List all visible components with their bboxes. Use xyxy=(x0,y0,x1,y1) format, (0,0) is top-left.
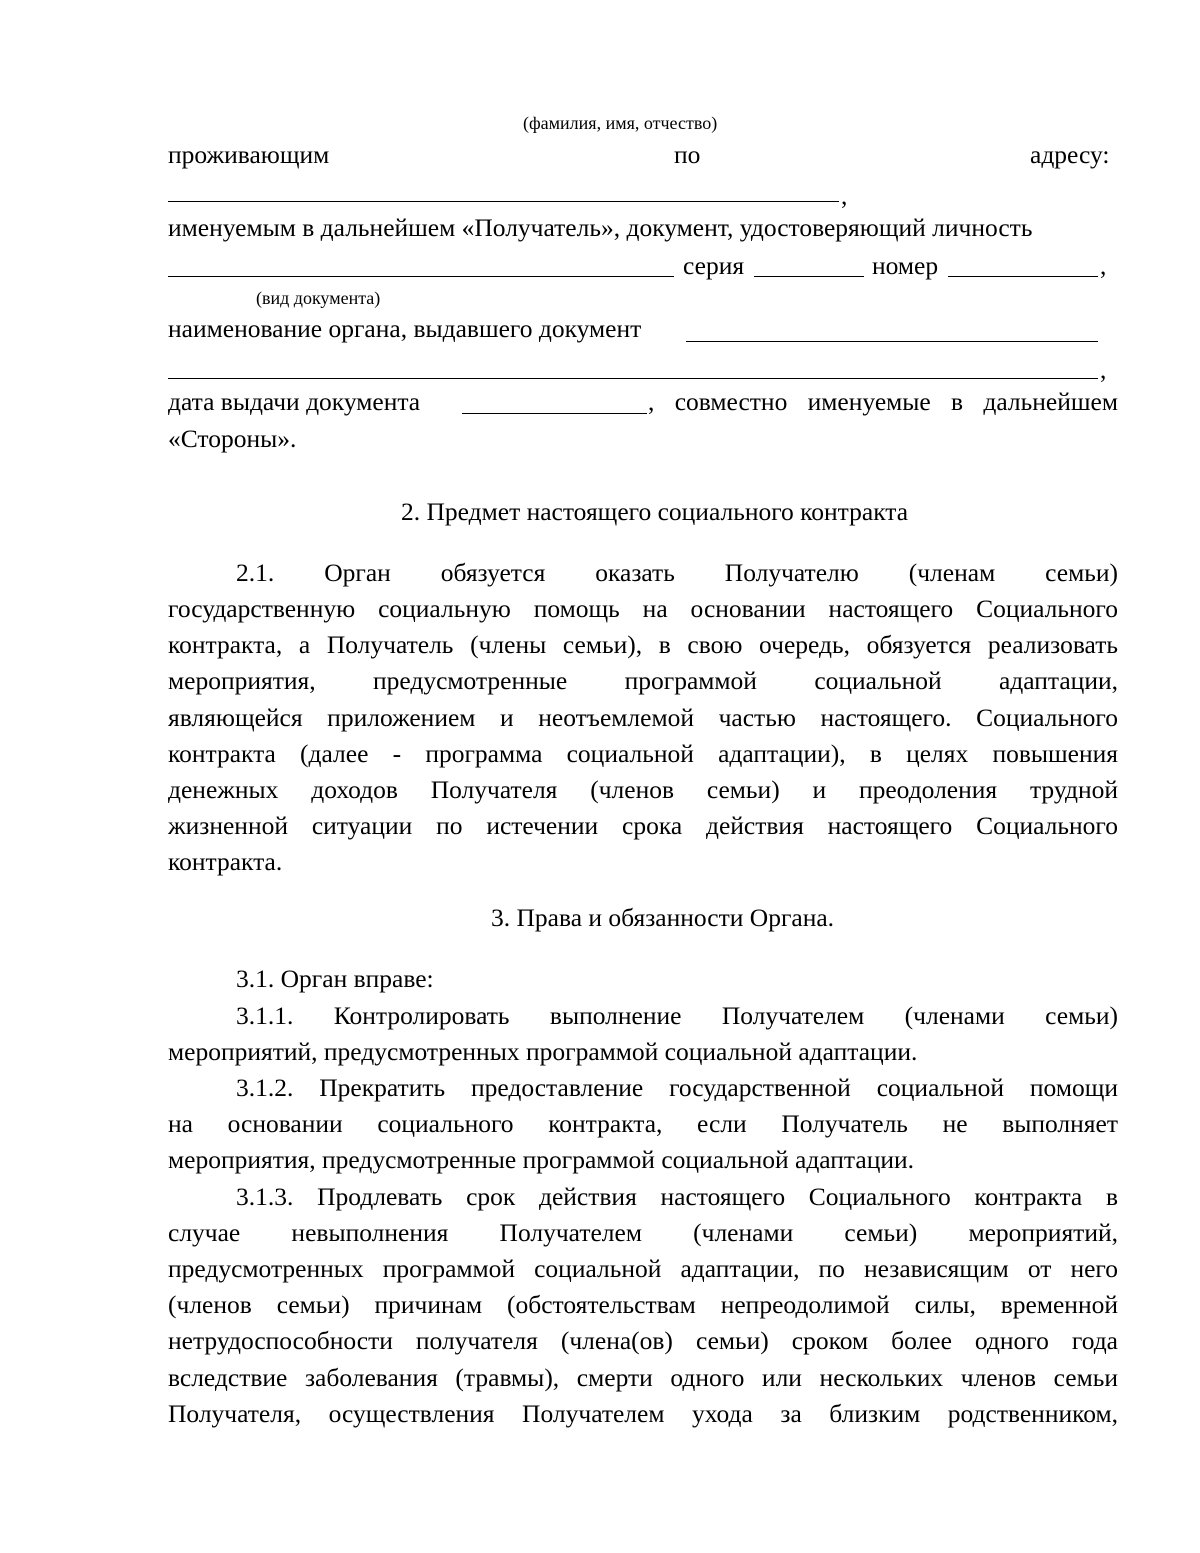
section3-1-3-line: 3.1.3. Продлевать срок действия настоящего Социального контракта в xyxy=(236,1182,1118,1211)
section2-p1-last: контракта. xyxy=(168,847,283,876)
section3-1-3-line: предусмотренных программой социальной адаптации, по независящим от него xyxy=(168,1254,1118,1283)
section3-1-1-last: мероприятий, предусмотренных программой социальной адаптации. xyxy=(168,1037,918,1066)
section2-p1-line: мероприятия, предусмотренные программой социальной адаптации, xyxy=(168,666,1118,695)
section2-p1-line: контракта, а Получатель (члены семьи), в свою очередь, обязуется реализовать xyxy=(168,630,1118,659)
number-label: номер xyxy=(872,251,939,280)
caption-doc-type: (вид документа) xyxy=(256,288,381,308)
series-blank[interactable] xyxy=(754,276,864,277)
comma-3: , xyxy=(1100,355,1107,384)
section2-heading: 2. Предмет настоящего социального контракта xyxy=(401,497,909,526)
section3-1: 3.1. Орган вправе: xyxy=(236,964,434,993)
number-blank[interactable] xyxy=(948,276,1098,277)
residing-by: по xyxy=(674,140,701,169)
comma-2: , xyxy=(1100,251,1107,280)
residing-label: проживающим xyxy=(168,140,330,169)
section2-p1-line: 2.1. Орган обязуется оказать Получателю (членам семьи) xyxy=(236,558,1118,587)
caption-fio: (фамилия, имя, отчество) xyxy=(523,113,718,133)
section3-1-1-line: 3.1.1. Контролировать выполнение Получателем (членами семьи) xyxy=(236,1001,1118,1030)
residing-address: адресу: xyxy=(1030,140,1110,169)
section2-p1-line: являющейся приложением и неотъемлемой частью настоящего. Социального xyxy=(168,703,1118,732)
section3-1-3-line: вследствие заболевания (травмы), смерти одного или нескольких членов семьи xyxy=(168,1363,1118,1392)
section3-1-3-line: (членов семьи) причинам (обстоятельствам непреодолимой силы, временной xyxy=(168,1290,1118,1319)
issuer-label: наименование органа, выдавшего документ xyxy=(168,314,642,343)
section3-heading: 3. Права и обязанности Органа. xyxy=(491,903,835,932)
doc-type-blank[interactable] xyxy=(168,276,674,277)
comma-1: , xyxy=(841,181,848,210)
section3-1-3-line: нетрудоспособности получателя (члена(ов) семьи) сроком более одного года xyxy=(168,1326,1118,1355)
series-label: серия xyxy=(683,251,745,280)
issue-date-blank[interactable] xyxy=(462,413,647,414)
parties-text: «Стороны». xyxy=(168,424,297,453)
issuer-blank[interactable] xyxy=(686,341,1098,342)
section2-p1-line: жизненной ситуации по истечении срока действия настоящего Социального xyxy=(168,811,1118,840)
section3-1-2-line: 3.1.2. Прекратить предоставление государственной социальной помощи xyxy=(236,1073,1118,1102)
section3-1-2-last: мероприятия, предусмотренные программой социальной адаптации. xyxy=(168,1145,915,1174)
section2-p1-line: государственную социальную помощь на основании настоящего Социального xyxy=(168,594,1118,623)
section3-1-3-line: случае невыполнения Получателем (членами семьи) мероприятий, xyxy=(168,1218,1118,1247)
section2-p1-line: контракта (далее - программа социальной адаптации), в целях повышения xyxy=(168,739,1118,768)
issue-date-rest: , совместно именуемые в дальнейшем xyxy=(648,387,1118,416)
section3-1-2-line: на основании социального контракта, если Получатель не выполняет xyxy=(168,1109,1118,1138)
issuer-blank-2[interactable] xyxy=(168,378,1098,379)
issue-date-label: дата выдачи документа xyxy=(168,387,421,416)
section2-p1-line: денежных доходов Получателя (членов семьи) и преодоления трудной xyxy=(168,775,1118,804)
section3-1-3-line: Получателя, осуществления Получателем ухода за близким родственником, xyxy=(168,1399,1118,1428)
recipient-text: именуемым в дальнейшем «Получатель», документ, удостоверяющий личность xyxy=(168,213,1033,242)
address-blank[interactable] xyxy=(168,201,839,202)
